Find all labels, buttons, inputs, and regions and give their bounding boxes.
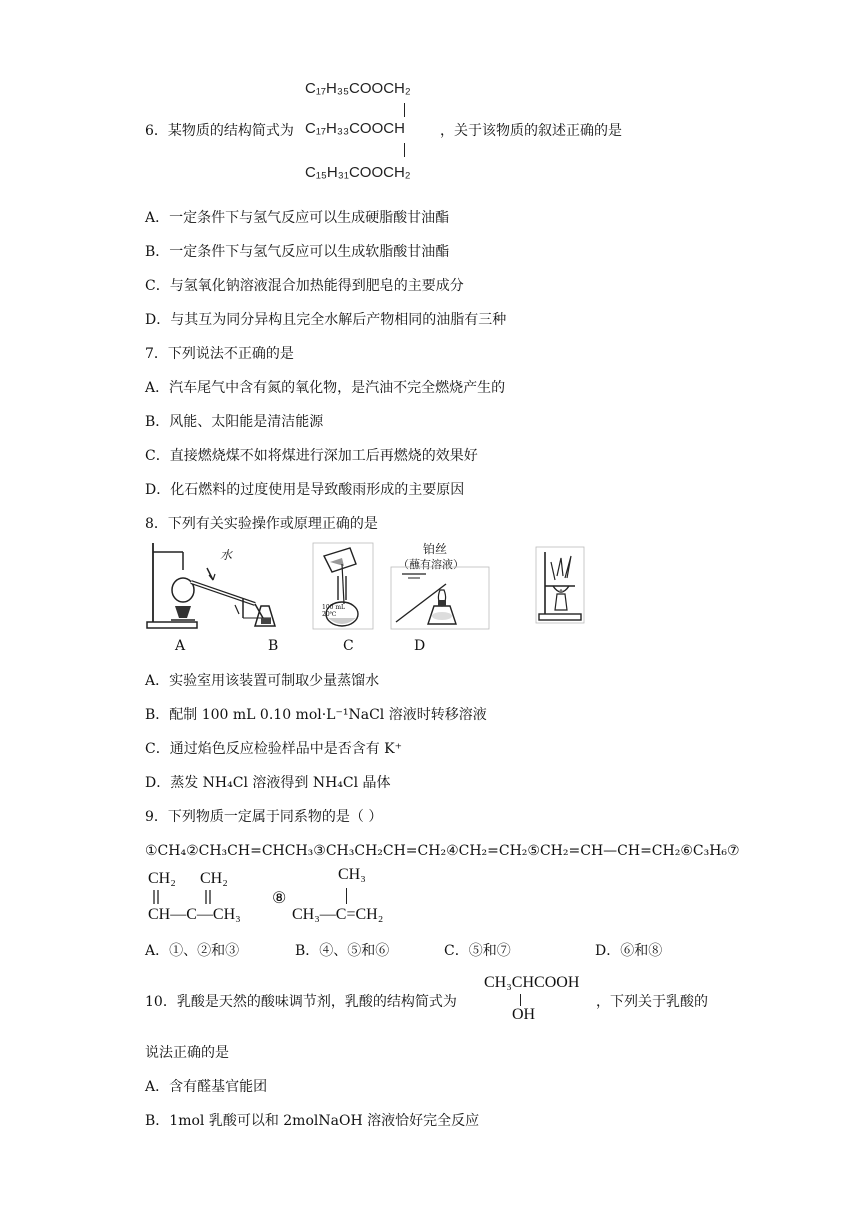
q10-struct-bottom: OH [512,1006,536,1023]
q9-s8-top: CH₃ [338,866,366,883]
q9-s7-bottom: CH—C—CH₃ [148,906,241,923]
figure-letter-c: C [343,638,354,654]
q6-option-d: D．与其互为同分异构且完全水解后产物相同的油脂有三种 [145,312,507,328]
q6-option-a: A．一定条件下与氢气反应可以生成硬脂酸甘油酯 [145,210,450,226]
q6-struct-bond-top [404,103,405,117]
q6-suffix: ，关于该物质的叙述正确的是 [440,123,622,139]
q9-option-d: D．⑥和⑧ [595,943,663,959]
q9-s8-bond [346,888,347,904]
q7-option-b: B．风能、太阳能是清洁能源 [145,414,324,430]
q10-stem-continued: 说法正确的是 [145,1045,229,1061]
q7-stem: 7．下列说法不正确的是 [145,346,294,362]
q6-option-b: B．一定条件下与氢气反应可以生成软脂酸甘油酯 [145,244,450,260]
evaporation-figure [535,546,585,624]
figure-c-wire-note: （蘸有溶液） [398,558,464,571]
q9-compound-list: ①CH₄②CH₃CH=CHCH₃③CH₃CH₂CH=CH₂④CH₂=CH₂⑤CH₂=CH—CH=CH₂⑥C₃H₆⑦ [145,843,740,859]
q10-suffix: ，下列关于乳酸的 [596,994,708,1010]
q9-option-b: B．④、⑤和⑥ [295,943,390,959]
q8-option-b: B．配制 100 mL 0.10 mol·L⁻¹NaCl 溶液时转移溶液 [145,707,487,723]
figure-letter-b: B [268,638,279,654]
q9-option-a: A．①、②和③ [145,943,240,959]
q8-option-c: C．通过焰色反应检验样品中是否含有 K⁺ [145,741,403,757]
q6-struct-mid: C₁₇H₃₃COOCH [305,120,405,137]
figure-c-wire-label: 铂丝 [423,542,448,556]
q6-prefix: 6．某物质的结构简式为 [145,123,294,139]
q10-option-a: A．含有醛基官能团 [145,1079,268,1095]
figure-letter-a: A [175,638,186,654]
q9-s7-top-right: CH₂ [200,870,228,887]
q9-option-c: C．⑤和⑦ [444,943,511,959]
q6-struct-top: C₁₇H₃₅COOCH₂ [305,80,411,97]
q10-struct-top: CH₃CHCOOH [484,974,580,991]
q6-struct-bottom: C₁₅H₃₁COOCH₂ [305,164,411,181]
figure-b-flask-label: 100 mL 20℃ [322,604,346,618]
q6-option-c: C．与氢氧化钠溶液混合加热能得到肥皂的主要成分 [145,278,464,294]
q8-stem: 8．下列有关实验操作或原理正确的是 [145,516,378,532]
q9-stem: 9．下列物质一定属于同系物的是（ ） [145,809,383,825]
q8-option-a: A．实验室用该装置可制取少量蒸馏水 [145,673,380,689]
q9-s7-double-bonds [148,888,218,906]
q10-option-b: B．1mol 乳酸可以和 2molNaOH 溶液恰好完全反应 [145,1113,480,1129]
distillation-apparatus-figure [145,540,280,630]
q7-option-a: A．汽车尾气中含有氮的氧化物，是汽油不完全燃烧产生的 [145,380,506,396]
q10-prefix: 10．乳酸是天然的酸味调节剂，乳酸的结构简式为 [145,994,457,1010]
q9-s7-top-left: CH₂ [148,870,176,887]
q7-option-d: D．化石燃料的过度使用是导致酸雨形成的主要原因 [145,482,465,498]
q6-struct-bond-bottom [404,143,405,157]
figure-a-water-label: 水 [220,548,233,562]
q9-circle-8: ⑧ [272,890,287,907]
flame-test-figure [390,566,490,630]
q8-option-d: D．蒸发 NH₄Cl 溶液得到 NH₄Cl 晶体 [145,775,391,791]
figure-letter-d: D [414,638,426,654]
q10-struct-bond [520,994,521,1006]
q9-s8-bottom: CH₃—C=CH₂ [292,906,384,923]
q7-option-c: C．直接燃烧煤不如将煤进行深加工后再燃烧的效果好 [145,448,478,464]
